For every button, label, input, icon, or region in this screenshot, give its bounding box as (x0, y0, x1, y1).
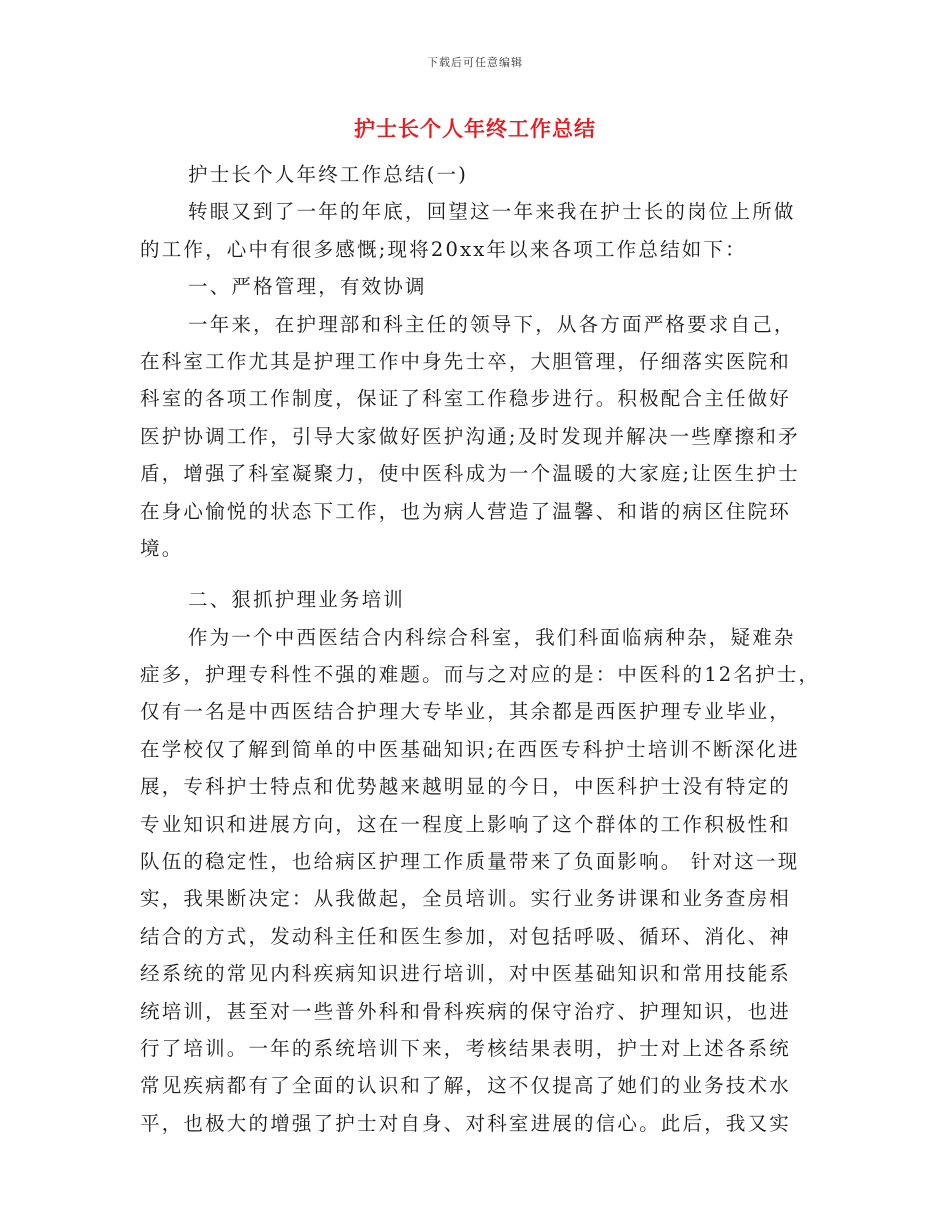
paragraph-line: 统培训，甚至对一些普外科和骨科疾病的保守治疗、护理知识，也进 (140, 999, 792, 1023)
paragraph-line: 专业知识和进展方向，这在一程度上影响了这个群体的工作积极性和 (140, 812, 792, 836)
section-heading: 二、狠抓护理业务培训 (188, 588, 406, 612)
paragraph-line: 行了培训。一年的系统培训下来，考核结果表明，护士对上述各系统 (140, 1036, 792, 1060)
paragraph-line: 经系统的常见内科疾病知识进行培训，对中医基础知识和常用技能系 (140, 962, 792, 986)
paragraph-gap (140, 567, 820, 581)
paragraph-line: 仅有一名是中西医结合护理大专毕业，其余都是西医护理专业毕业， (140, 700, 792, 724)
paragraph-line: 平，也极大的增强了护士对自身、对科室进展的信心。此后，我又实 (140, 1111, 792, 1135)
paragraph-line: 结合的方式，发动科主任和医生参加，对包括呼吸、循环、消化、神 (140, 924, 792, 948)
section-heading: 一、严格管理，有效协调 (188, 275, 427, 299)
paragraph-line: 队伍的稳定性，也给病区护理工作质量带来了负面影响。 针对这一现 (140, 850, 800, 874)
paragraph-line: 展，专科护士特点和优势越来越明显的今日，中医科护士没有特定的 (140, 775, 792, 799)
paragraph-line: 科室的各项工作制度，保证了科室工作稳步进行。积极配合主任做好 (140, 387, 792, 411)
paragraph-line: 转眼又到了一年的年底，回望这一年来我在护士长的岗位上所做 (188, 200, 796, 224)
paragraph-line: 盾，增强了科室凝聚力，使中医科成为一个温暖的大家庭;让医生护士 (140, 462, 800, 486)
header-note: 下载后可任意编辑 (427, 56, 523, 69)
paragraph-line: 境。 (140, 536, 184, 560)
paragraph-line: 在科室工作尤其是护理工作中身先士卒，大胆管理，仔细落实医院和 (140, 349, 792, 373)
document-body (140, 156, 820, 1142)
paragraph-line: 常见疾病都有了全面的认识和了解，这不仅提高了她们的业务技术水 (140, 1074, 792, 1098)
paragraph-line: 一年来，在护理部和科主任的领导下，从各方面严格要求自己， (188, 312, 796, 336)
paragraph-line: 医护协调工作，引导大家做好医护沟通;及时发现并解决一些摩擦和矛 (140, 424, 800, 448)
paragraph-line: 在身心愉悦的状态下工作，也为病人营造了温馨、和谐的病区住院环 (140, 499, 792, 523)
paragraph-line: 作为一个中西医结合内科综合科室，我们科面临病种杂，疑难杂 (188, 625, 796, 649)
paragraph-line: 症多，护理专科性不强的难题。而与之对应的是：中医科的12名护士， (140, 663, 821, 687)
paragraph-line: 护士长个人年终工作总结(一) (188, 163, 469, 186)
paragraph-line: 的工作，心中有很多感慨;现将20xx年以来各项工作总结如下： (140, 237, 747, 261)
paragraph-line: 在学校仅了解到简单的中医基础知识;在西医专科护士培训不断深化进 (140, 737, 800, 761)
paragraph-line: 实，我果断决定：从我做起，全员培训。实行业务讲课和业务查房相 (140, 887, 792, 911)
document-title: 护士长个人年终工作总结 (354, 117, 596, 141)
